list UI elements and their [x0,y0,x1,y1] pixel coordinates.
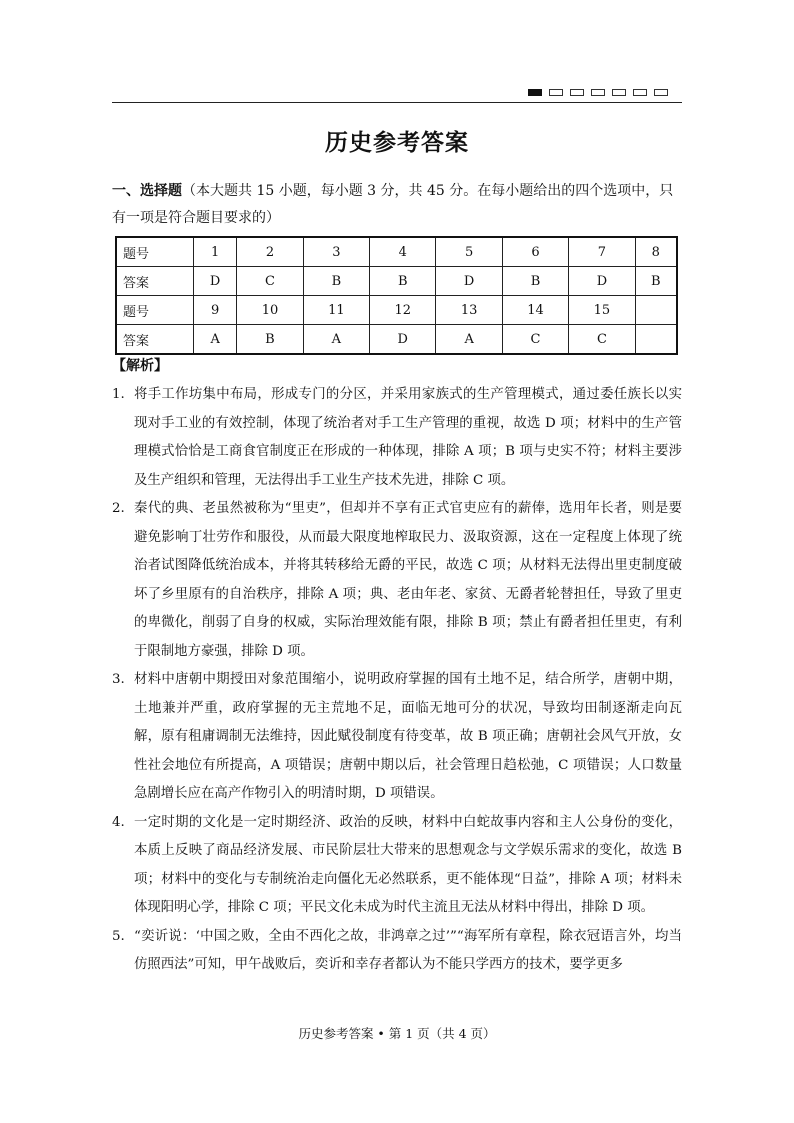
table-cell: A [303,325,369,355]
table-cell: D [436,267,502,296]
table-cell: 1 [194,237,237,267]
table-cell [635,296,677,325]
row-header: 答案 [116,267,194,296]
analysis-item [112,495,682,666]
table-cell: A [194,325,237,355]
indicator-box [570,89,584,96]
table-cell [635,325,677,355]
analysis-list [112,381,682,980]
table-cell: 7 [569,237,635,267]
indicator-box [591,89,605,96]
indicator-box-filled [528,89,542,96]
table-cell: 4 [370,237,436,267]
analysis-item [112,666,682,809]
row-header: 题号 [116,296,194,325]
table-cell: 13 [436,296,502,325]
table-cell: D [569,267,635,296]
item-number: 1. [112,387,125,402]
table-cell: B [635,267,677,296]
item-text: “奕䜣说：‘中国之败，全由不西化之故，非鸿章之过’”“海军所有章程，除衣冠语言外，均当仿照西法”可知，甲午战败后，奕䜣和幸存者都认为不能只学西方的技术，要学更多 [134,928,682,972]
section-heading [112,178,682,232]
indicator-box [612,89,626,96]
table-cell: 9 [194,296,237,325]
table-cell: B [237,325,303,355]
analysis-item [112,381,682,495]
analysis-label: 【解析】 [112,358,168,374]
table-cell: C [569,325,635,355]
item-text: 将手工作坊集中布局，形成专门的分区，并采用家族式的生产管理模式，通过委任族长以实现对手工业的有效控制，体现了统治者对手工生产管理的重视，故选 D 项；材料中的生产管理模式恰恰是工商食官制度正在形成的一种体现，排除 A 项；B 项与史实不符；材料主要涉及生产组织和管理，无法得出手工业生产技术先进，排除 C 项。 [134,387,682,488]
item-number: 5. [112,928,125,944]
table-cell: B [303,267,369,296]
table-cell: 6 [502,237,568,267]
table-cell: C [502,325,568,355]
item-number: 4. [112,814,125,830]
page-title: 历史参考答案 [325,129,469,156]
table-cell: C [237,267,303,296]
table-cell: 14 [502,296,568,325]
table-cell: 3 [303,237,369,267]
item-text: 秦代的典、老虽然被称为“里吏”，但却并不享有正式官吏应有的薪俸，选用年长者，则是要避免影响丁壮劳作和服役，从而最大限度地榨取民力、汲取资源，这在一定程度上体现了统治者试图降低统治成本，并将其转移给无爵的平民，故选 C 项；从材料无法得出里吏制度破坏了乡里原有的自治秩序，排除 A 项；典、老由年老、家贫、无爵者轮替担任，导致了里吏的卑微化，削弱了自身的权威，实际治理效能有限，排除 B 项；禁止有爵者担任里吏，有利于限制地方豪强，排除 D 项。 [134,501,682,659]
table-cell: 5 [436,237,502,267]
table-cell: 12 [370,296,436,325]
table-cell: D [194,267,237,296]
indicator-box [654,89,668,96]
section-label: 一、选择题 [112,183,182,199]
item-number: 3. [112,672,125,687]
analysis-item [112,809,682,923]
table-cell: A [436,325,502,355]
header-rule [112,102,682,103]
table-cell: 10 [237,296,303,325]
section-description: （本大题共 15 小题，每小题 3 分，共 45 分。在每小题给出的四个选项中，只有一项是符合题目要求的） [112,183,674,226]
indicator-box [549,89,563,96]
answer-table [115,236,678,355]
item-text: 材料中唐朝中期授田对象范围缩小，说明政府掌握的国有土地不足，结合所学，唐朝中期，土地兼并严重，政府掌握的无主荒地不足，面临无地可分的状况，导致均田制逐渐走向瓦解，原有租庸调制无法维持，因此赋役制度有待变革，故 B 项正确；唐朝社会风气开放，女性社会地位有所提高，A 项错误；唐朝中期以后，社会管理日趋松弛，C 项错误；人口数量急剧增长应在高产作物引入的明清时期，D 项错误。 [134,672,682,801]
table-row [116,296,677,325]
table-cell: 8 [635,237,677,267]
table-cell: 11 [303,296,369,325]
table-cell: B [502,267,568,296]
page-footer: 历史参考答案 • 第 1 页（共 4 页） [298,1026,496,1041]
row-header: 题号 [116,237,194,267]
table-cell: 2 [237,237,303,267]
row-header: 答案 [116,325,194,355]
indicator-box [633,89,647,96]
page-indicator [528,89,668,96]
table-cell: B [370,267,436,296]
table-cell: 15 [569,296,635,325]
table-row [116,325,677,355]
item-text: 一定时期的文化是一定时期经济、政治的反映，材料中白蛇故事内容和主人公身份的变化，本质上反映了商品经济发展、市民阶层壮大带来的思想观念与文学娱乐需求的变化，故选 B 项；材料中的变化与专制统治走向僵化无必然联系，更不能体现“日益”，排除 A 项；材料未体现阳明心学，排除 C 项；平民文化未成为时代主流且无法从材料中得出，排除 D 项。 [134,814,682,915]
table-row [116,237,677,267]
analysis-item [112,923,682,980]
item-number: 2. [112,501,125,516]
table-row [116,267,677,296]
table-cell: D [370,325,436,355]
